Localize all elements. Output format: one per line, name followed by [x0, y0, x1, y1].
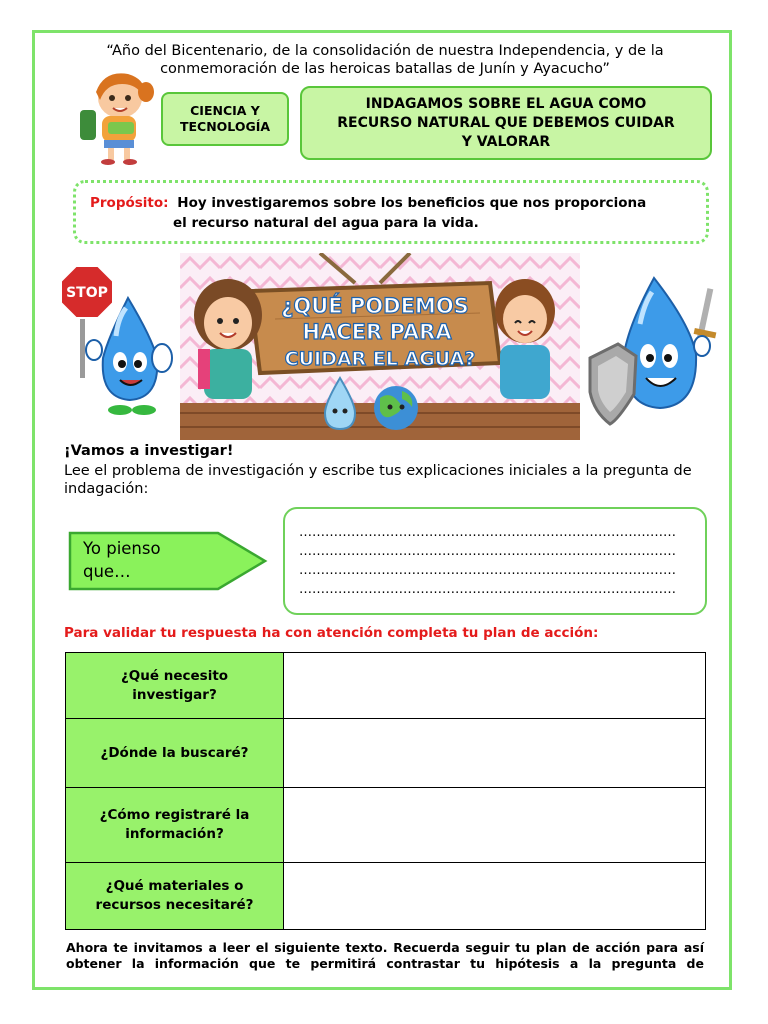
- answer-line[interactable]: ……………………………………………………………………………: [299, 582, 676, 597]
- investigate-instructions: Lee el problema de investigación y escribe tus explicaciones iniciales a la pregunta de indagación:: [64, 463, 692, 497]
- water-drop-stop-illustration: [58, 258, 178, 423]
- validate-instruction: Para validar tu respuesta ha con atención completa tu plan de acción:: [64, 625, 599, 641]
- answer-line[interactable]: ……………………………………………………………………………: [299, 544, 676, 559]
- girl-illustration: [48, 66, 160, 166]
- plan-question: ¿Qué necesito investigar?: [66, 653, 284, 719]
- purpose-text-2: el recurso natural del agua para la vida.: [173, 215, 479, 231]
- title-line-3: Y VALORAR: [461, 133, 551, 150]
- table-row: [66, 788, 706, 863]
- investigate-title: ¡Vamos a investigar!: [64, 443, 234, 459]
- purpose-label: Propósito:: [90, 195, 169, 211]
- plan-question: ¿Cómo registraré la información?: [66, 788, 284, 863]
- plan-question: ¿Qué materiales o recursos necesitaré?: [66, 863, 284, 930]
- action-plan-table: [65, 652, 706, 930]
- purpose-text-1: Hoy investigaremos sobre los beneficios que nos proporciona: [177, 195, 647, 211]
- plan-answer-cell[interactable]: [284, 863, 706, 930]
- table-row: [66, 653, 706, 719]
- title-line-2: RECURSO NATURAL QUE DEBEMOS CUIDAR: [337, 114, 675, 131]
- banner-line-3: CUIDAR EL AGUA?: [284, 348, 476, 370]
- subject-line-2: TECNOLOGÍA: [179, 119, 271, 134]
- title-box: [300, 86, 712, 160]
- subject-line-1: CIENCIA Y: [190, 103, 260, 118]
- think-line-1: Yo pienso: [83, 539, 161, 558]
- subject-box: [161, 92, 289, 146]
- stop-sign-text: STOP: [66, 285, 108, 301]
- think-label: [83, 537, 203, 583]
- table-row: [66, 863, 706, 930]
- plan-answer-cell[interactable]: [284, 653, 706, 719]
- water-care-banner: [180, 253, 580, 440]
- plan-answer-cell[interactable]: [284, 719, 706, 788]
- banner-line-1: ¿QUÉ PODEMOS: [281, 294, 469, 318]
- answer-line[interactable]: ……………………………………………………………………………: [299, 563, 676, 578]
- quote-line-1: “Año del Bicentenario, de la consolidación de nuestra Independencia, y de la: [106, 43, 664, 59]
- think-line-2: que…: [83, 562, 131, 581]
- quote-line-2: conmemoración de las heroicas batallas de Junín y Ayacucho”: [160, 61, 610, 77]
- closing-paragraph: Ahora te invitamos a leer el siguiente texto. Recuerda seguir tu plan de acción para así obtener la información que te permitirá contrastar tu hipótesis a la pregunta de: [66, 940, 704, 971]
- banner-line-2: HACER PARA: [302, 320, 452, 344]
- answer-lines-box[interactable]: [283, 507, 707, 615]
- purpose-box: [73, 180, 709, 244]
- table-row: [66, 719, 706, 788]
- title-line-1: INDAGAMOS SOBRE EL AGUA COMO: [365, 95, 647, 112]
- answer-line[interactable]: ……………………………………………………………………………: [299, 525, 676, 540]
- plan-question: ¿Dónde la buscaré?: [66, 719, 284, 788]
- water-drop-shield-illustration: [584, 274, 724, 434]
- plan-answer-cell[interactable]: [284, 788, 706, 863]
